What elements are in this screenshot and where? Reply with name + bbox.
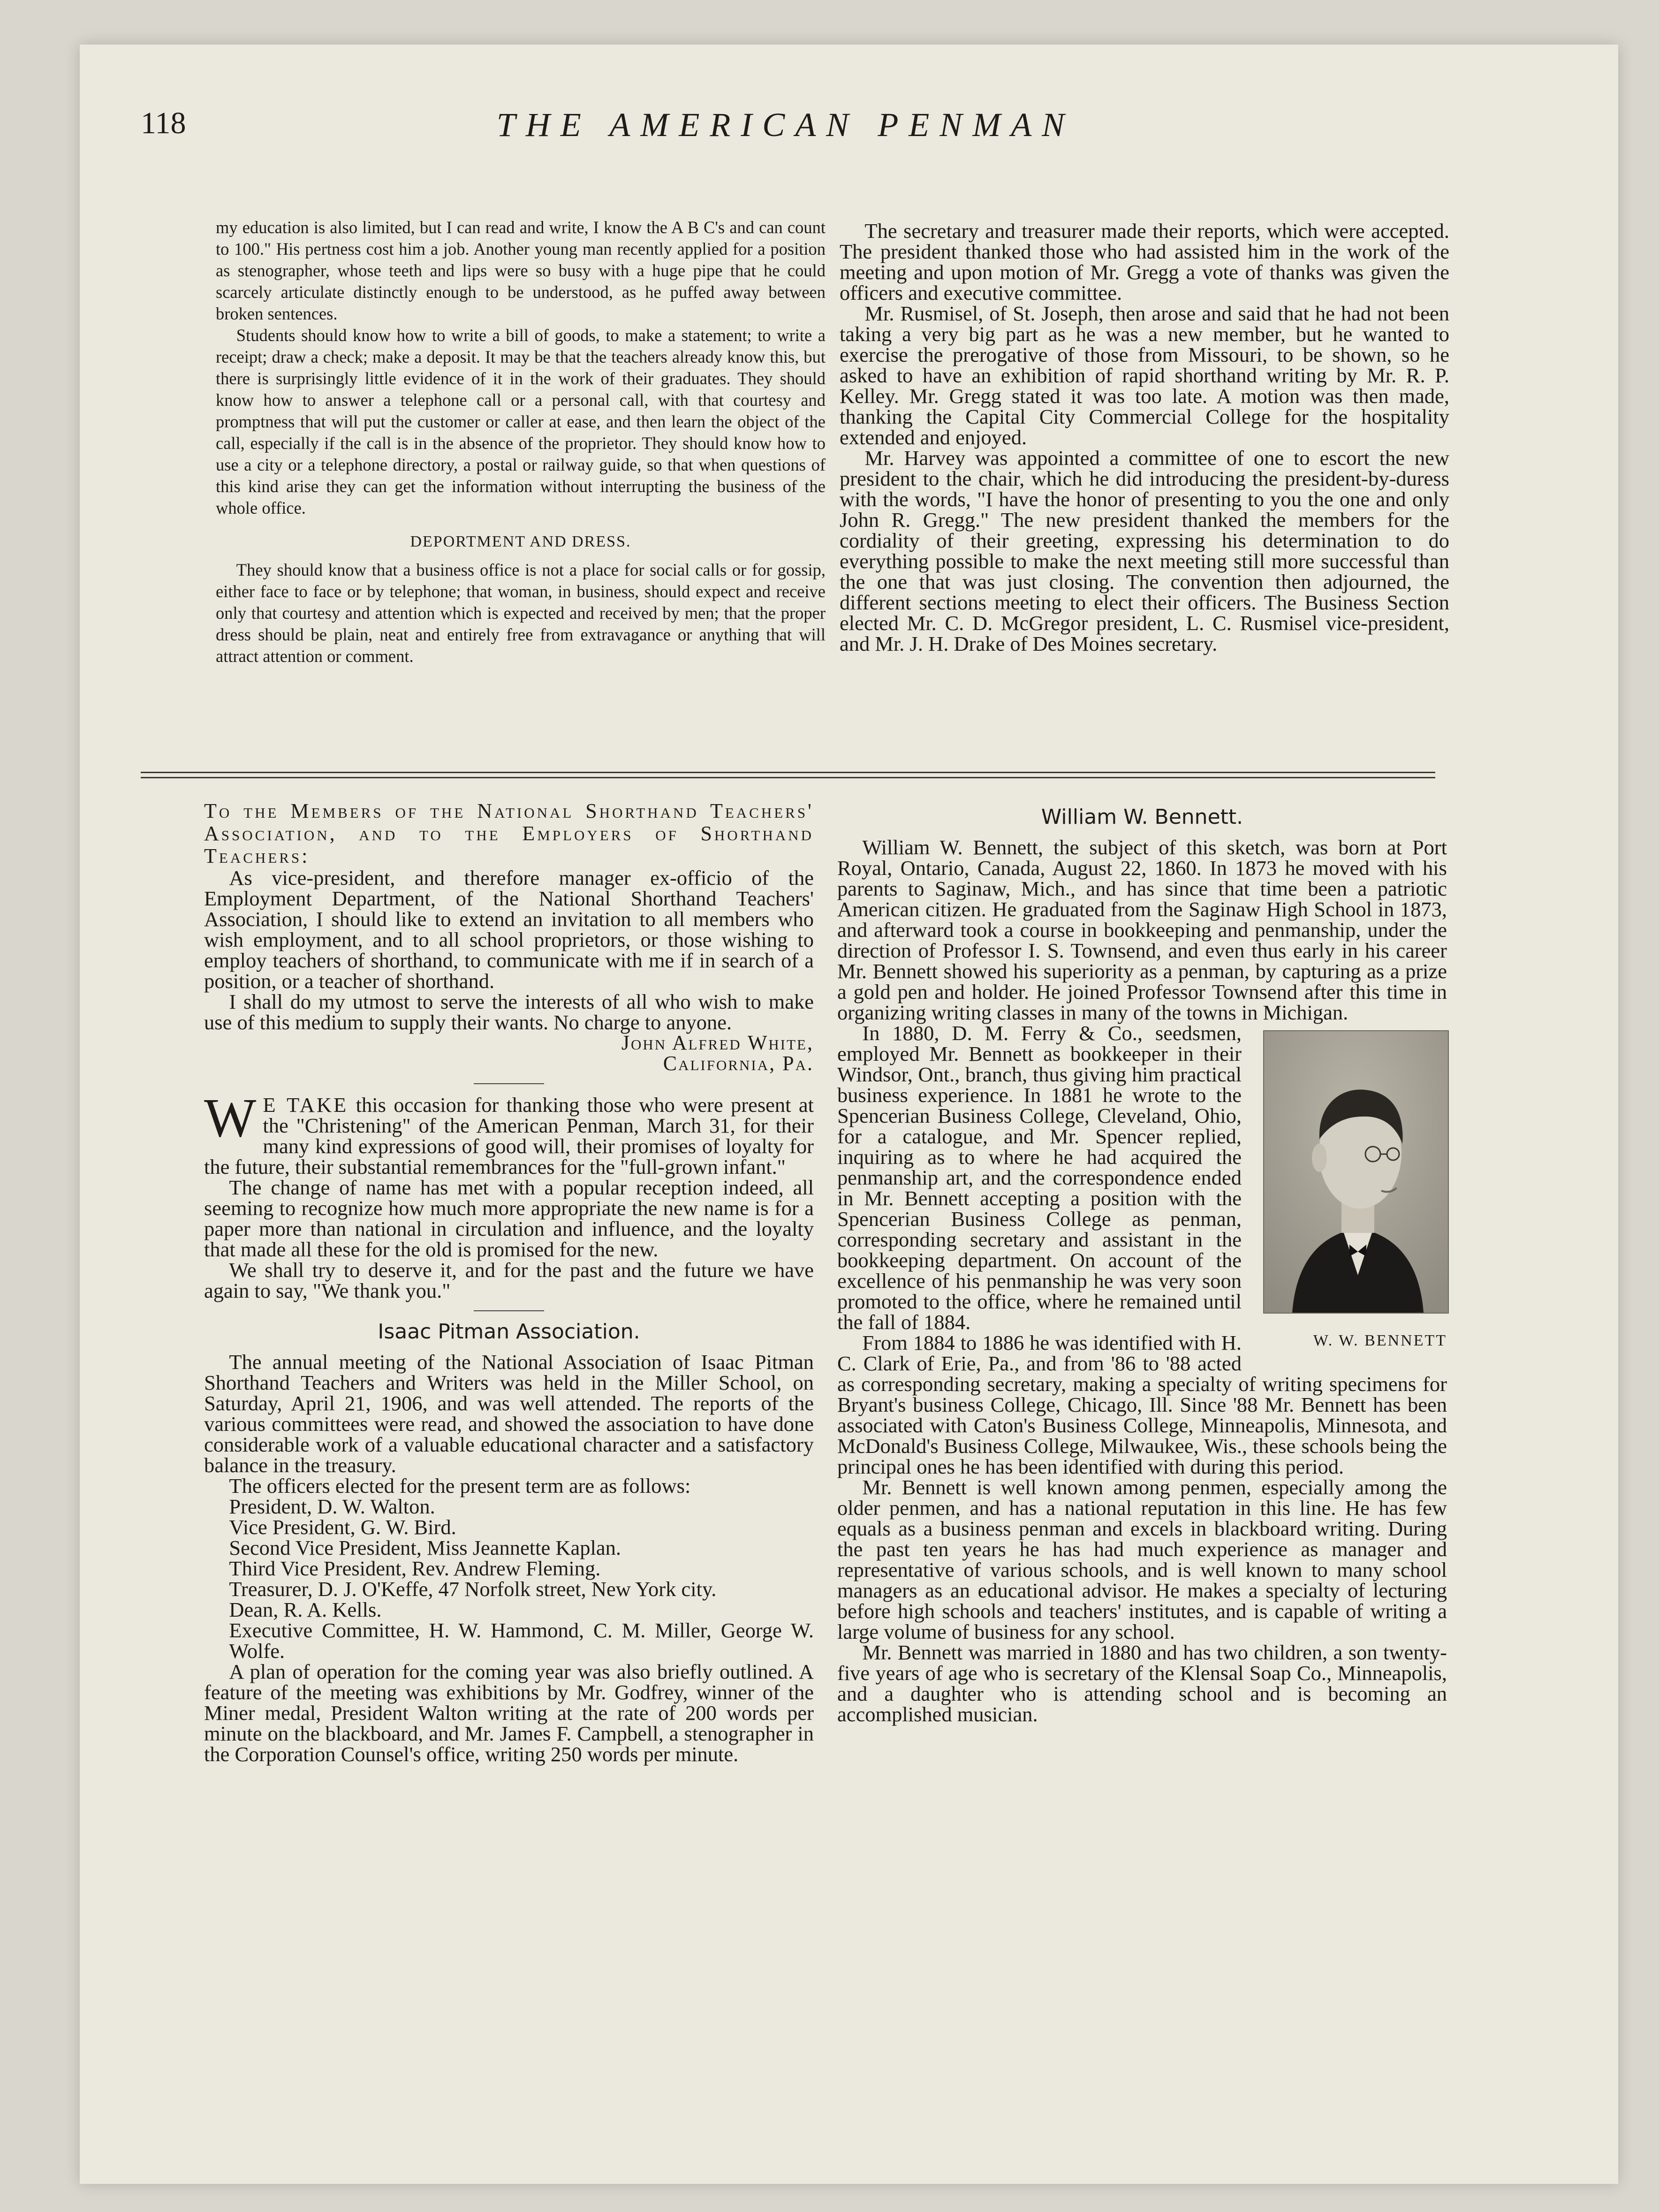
list-item: Third Vice President, Rev. Andrew Fleming.: [229, 1557, 601, 1580]
left-column: [204, 800, 814, 1764]
portrait-caption: W. W. BENNETT: [1313, 1332, 1447, 1349]
section-divider: [141, 772, 1435, 778]
signature-name: John Alfred White,: [621, 1031, 814, 1054]
letter-salutation: To the Members of the National Shorthand Teachers' Association, and to the Employers of Shorthand Teachers:: [204, 799, 814, 867]
article-continued: [216, 217, 826, 667]
section-subhead: DEPORTMENT AND DRESS.: [410, 533, 631, 550]
paragraph: Students should know how to write a bill of goods, to make a statement; to write a receipt; draw a check; make a deposit. It may be that the teachers already know this, but there is surprisingly little evidence of it in the work of their graduates. They should know how to answer a telephone call or a personal call, with that courtesy and promptness that will put the customer or caller at ease, and then learn the object of the call, especially if the call is in the absence of the proprietor. They should know how to use a city or a telephone directory, a postal or railway guide, so that when questions of this kind arise they can get the information without interrupting the business of the whole office.: [216, 326, 826, 517]
paragraph: The change of name has met with a popular reception indeed, all seeming to recognize how much more appropriate the new name is for a paper more than national in circulation and influence, and the loyalty that made all these for the old is promised for the new.: [204, 1176, 814, 1261]
paragraph: The annual meeting of the National Association of Isaac Pitman Shorthand Teachers and Writers was held in the Miller School, on Saturday, April 21, 1906, and was well attended. The reports of the various committees were read, and showed the association to have done considerable work of a valuable educational character and a satisfactory balance in the treasury.: [204, 1350, 814, 1477]
paragraph: I shall do my utmost to serve the interests of all who wish to make use of this medium to supply their wants. No charge to anyone.: [204, 990, 814, 1034]
page-header: [141, 101, 1431, 162]
paragraph: We shall try to deserve it, and for the past and the future we have again to say, "We thank you.": [204, 1258, 814, 1302]
paragraph: The secretary and treasurer made their reports, which were accepted. The president thanked those who had assisted him in the work of the meeting and upon motion of Mr. Gregg a vote of thanks was given the officers and executive committee.: [840, 219, 1449, 304]
paragraph: A plan of operation for the coming year was also briefly outlined. A feature of the meeting was exhibitions by Mr. Godfrey, winner of the Miner medal, President Walton writing at the rate of 200 words per minute on the blackboard, and Mr. James F. Campbell, a stenographer in the Corporation Counsel's office, writing 250 words per minute.: [204, 1660, 814, 1766]
list-item: Vice President, G. W. Bird.: [229, 1515, 456, 1539]
portrait: [1263, 1030, 1447, 1351]
bennett-title: William W. Bennett.: [1041, 805, 1243, 829]
paragraph: As vice-president, and therefore manager ex-officio of the Employment Department, of the National Shorthand Teachers' Association, I should like to extend an invitation to all members who wish employment, and to all school proprietors, or those wishing to employ teachers of shorthand, to communicate with me if in search of a position, or a teacher of shorthand.: [204, 866, 814, 993]
list-item: Executive Committee, H. W. Hammond, C. M. Miller, George W. Wolfe.: [229, 1619, 814, 1663]
list-item: President, D. W. Walton.: [229, 1495, 435, 1518]
list-item: Treasurer, D. J. O'Keffe, 47 Norfolk street, New York city.: [229, 1577, 717, 1601]
divider-rule: [474, 1310, 544, 1311]
paragraph: In 1880, D. M. Ferry & Co., seedsmen, employed Mr. Bennett as bookkeeper in their Windsor, Ont., branch, thus giving him practical business experience. In 1881 he wrote to the Spencerian Business College, Cleveland, Ohio, for a catalogue, and Mr. Spencer replied, inquiring as to where he had acquired the penmanship art, and the correspondence ended in Mr. Bennett accepting a position with the Spencerian Business College as penman, corresponding secretary and assistant in the bookkeeping department. On account of the excellence of his penmanship he was very soon promoted to the office, where he remained until the fall of 1884.: [837, 1021, 1242, 1334]
pitman-title: Isaac Pitman Association.: [378, 1320, 640, 1344]
officer-list: [204, 1496, 814, 1661]
portrait-illustration: [1264, 1031, 1448, 1313]
right-column: [837, 802, 1447, 1725]
paragraph: Mr. Bennett is well known among penmen, especially among the older penmen, and has a national reputation in this line. He has few equals as a business penman and excels in blackboard writing. During the past ten years he has had much experience as manager and representative of various schools, and is well known to many school managers as an educational advisor. He makes a specialty of lecturing before high schools and teachers' institutes, and is capable of writing a large volume of business for any school.: [837, 1475, 1447, 1643]
paragraph: Mr. Rusmisel, of St. Joseph, then arose and said that he had not been taking a very big part as he was a new member, but he wanted to exercise the prerogative of those from Missouri, to be shown, so he asked to have an exhibition of rapid shorthand writing by Mr. R. P. Kelley. Mr. Gregg stated it was too late. A motion was then made, thanking the Capital City Commercial College for the hospitality extended and enjoyed.: [840, 302, 1449, 449]
divider-rule: [474, 1083, 544, 1084]
drop-cap: W: [204, 1087, 257, 1148]
paragraph: The officers elected for the present term are as follows:: [229, 1474, 691, 1497]
paragraph: They should know that a business office is not a place for social calls or for gossip, either face to face or by telephone; that woman, in business, should expect and receive only that courtesy and attention which is expected and received by men; that the proper dress should be plain, neat and entirely free from extravagance or anything that will attract attention or comment.: [216, 560, 826, 666]
list-item: Dean, R. A. Kells.: [229, 1598, 382, 1621]
paragraph: William W. Bennett, the subject of this sketch, was born at Port Royal, Ontario, Canada, August 22, 1860. In 1873 he moved with his parents to Saginaw, Mich., and has since that time been a patriotic American citizen. He graduated from the Saginaw High School in 1873, and afterward took a course in bookkeeping and penmanship, under the direction of Professor I. S. Townsend, and even thus early in his career Mr. Bennett showed his superiority as a penman, by capturing as a prize a gold pen and holder. He joined Professor Townsend after this time in organizing writing classes in many of the towns in Michigan.: [837, 836, 1447, 1024]
signature-place: California, Pa.: [663, 1052, 814, 1075]
convention-report: [840, 220, 1449, 654]
running-title: THE AMERICAN PENMAN: [496, 106, 1075, 144]
paragraph: From 1884 to 1886 he was identified with H. C. Clark of Erie, Pa., and from '86 to '88 acted as corresponding secretary, making a specialty of writing specimens for Bryant's business College, Chicago, Ill. Since '88 Mr. Bennett has been associated with Caton's Business College, Minneapolis, Minnesota, and McDonald's Business College, Milwaukee, Wis., these schools being the principal ones he has been identified with during this period.: [837, 1331, 1447, 1478]
paragraph: my education is also limited, but I can read and write, I know the A B C's and can count to 100." His pertness cost him a job. Another young man recently applied for a position as stenographer, whose teeth and lips were so busy with a huge pipe that he could scarcely articulate distinctly enough to be understood, as he puffed away between broken sentences.: [216, 218, 826, 323]
editorial-paragraph: W E TAKE this occasion for thanking those who were present at the "Christening" of the American Penman, March 31, for their many kind expressions of good will, their promises of loyalty for the future, their substantial remembrances for the "full-grown infant.": [204, 1087, 814, 1178]
paragraph: Mr. Bennett was married in 1880 and has two children, a son twenty-five years of age who is secretary of the Klensal Soap Co., Minneapolis, and a daughter who is attending school and is becoming an accomplished musician.: [837, 1641, 1447, 1726]
portrait-photo: [1263, 1030, 1449, 1314]
paragraph: Mr. Harvey was appointed a committee of one to escort the new president to the chair, which he did introducing the president-by-duress with the words, "I have the honor of presenting to you the one and only John R. Gregg." The new president thanked the members for the cordiality of their greeting, expressing his determination to do everything possible to make the next meeting still more successful than the one that was just closing. The convention then adjourned, the different sections meeting to elect their officers. The Business Section elected Mr. C. D. McGregor president, L. C. Rusmisel vice-president, and Mr. J. H. Drake of Des Moines secretary.: [840, 446, 1449, 655]
page-number: 118: [141, 106, 186, 140]
list-item: Second Vice President, Miss Jeannette Kaplan.: [229, 1536, 621, 1559]
